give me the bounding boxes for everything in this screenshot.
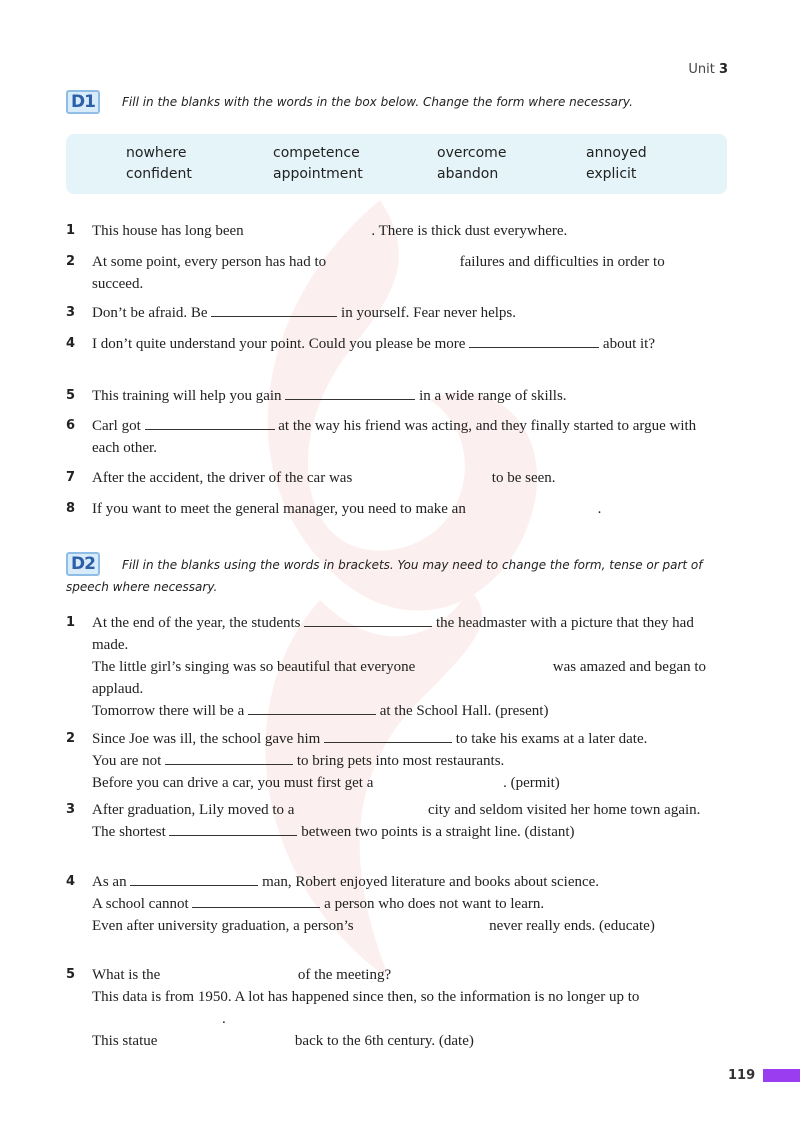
question-number: 1 bbox=[66, 223, 76, 238]
word-box-item: nowhere bbox=[126, 145, 187, 161]
answer-blank[interactable] bbox=[164, 965, 294, 979]
word-box-item: abandon bbox=[437, 166, 499, 182]
d2-question-2: 2 Since Joe was ill, the school gave him to take his exams at a later date. You are not to bring pets into most restaurants. Before you can drive a car, you must first get a . (permit) bbox=[66, 728, 732, 794]
unit-label: Unit 3 bbox=[688, 62, 728, 77]
d2-question-5: 5 What is the of the meeting? This data is from 1950. A lot has happened since then, so the information is no longer up to . This statue back to the 6th century. (date) bbox=[66, 964, 717, 1052]
answer-blank[interactable] bbox=[211, 302, 337, 317]
question-number: 5 bbox=[66, 388, 76, 403]
d1-question-5: 5 This training will help you gain in a wide range of skills. bbox=[66, 385, 732, 407]
d2-question-4: 4 As an man, Robert enjoyed literature and books about science. A school cannot a person who does not want to learn. Even after university graduation, a person’s never really ends. (educate) bbox=[66, 871, 692, 937]
question-number: 6 bbox=[66, 418, 76, 433]
section-d2-header bbox=[66, 552, 736, 598]
word-box-item: confident bbox=[126, 166, 192, 182]
question-number: 7 bbox=[66, 470, 76, 485]
word-box-item: explicit bbox=[586, 166, 637, 182]
d1-instruction: Fill in the blanks with the words in the box below. Change the form where necessary. bbox=[122, 95, 633, 109]
word-box-item: overcome bbox=[437, 145, 507, 161]
d2-question-3: 3 After graduation, Lily moved to a city and seldom visited her home town again. The shortest between two points is a straight line. (distant) bbox=[66, 799, 717, 843]
d1-question-4: 4 I don’t quite understand your point. Could you please be more about it? bbox=[66, 333, 692, 355]
answer-blank[interactable] bbox=[145, 415, 275, 430]
d1-question-1: 1 This house has long been . There is thick dust everywhere. bbox=[66, 220, 732, 242]
question-number: 4 bbox=[66, 874, 76, 889]
answer-blank[interactable] bbox=[304, 612, 432, 627]
answer-blank[interactable] bbox=[419, 657, 549, 671]
answer-blank[interactable] bbox=[130, 871, 258, 886]
answer-blank[interactable] bbox=[92, 1009, 222, 1023]
d2-badge: D2 bbox=[66, 552, 100, 576]
d2-question-1: 1 At the end of the year, the students the headmaster with a picture that they had made. The little girl’s singing was so beautiful that everyone was amazed and began to applaud. Tomorrow there will be a at the School Hall. (present) bbox=[66, 612, 732, 722]
section-d1-header bbox=[66, 90, 633, 114]
answer-blank[interactable] bbox=[298, 800, 424, 814]
question-number: 2 bbox=[66, 254, 76, 269]
word-box bbox=[66, 134, 727, 194]
d1-question-8: 8 If you want to meet the general manager, you need to make an . bbox=[66, 498, 732, 520]
answer-blank[interactable] bbox=[192, 893, 320, 908]
answer-blank[interactable] bbox=[165, 750, 293, 765]
answer-blank[interactable] bbox=[470, 499, 598, 513]
answer-blank[interactable] bbox=[247, 221, 371, 235]
question-number: 1 bbox=[66, 615, 76, 630]
page-number-bar bbox=[763, 1069, 800, 1082]
answer-blank[interactable] bbox=[377, 773, 503, 787]
question-number: 8 bbox=[66, 501, 76, 516]
answer-blank[interactable] bbox=[169, 821, 297, 836]
word-box-item: appointment bbox=[273, 166, 363, 182]
answer-blank[interactable] bbox=[324, 728, 452, 743]
answer-blank[interactable] bbox=[285, 385, 415, 400]
answer-blank[interactable] bbox=[330, 252, 456, 266]
answer-blank[interactable] bbox=[248, 700, 376, 715]
d2-instruction: Fill in the blanks using the words in brackets. You may need to change the form, tense or part of speech where necessary. bbox=[66, 558, 703, 594]
answer-blank[interactable] bbox=[356, 468, 488, 482]
d1-question-7: 7 After the accident, the driver of the car was to be seen. bbox=[66, 467, 732, 489]
question-number: 4 bbox=[66, 336, 76, 351]
question-number: 5 bbox=[66, 967, 76, 982]
unit-number: 3 bbox=[718, 62, 728, 77]
question-number: 2 bbox=[66, 731, 76, 746]
page-number: 119 bbox=[728, 1068, 756, 1083]
answer-blank[interactable] bbox=[357, 916, 485, 930]
d1-question-2: 2 At some point, every person has had to failures and difficulties in order to succeed. bbox=[66, 251, 702, 295]
d1-question-3: 3 Don’t be afraid. Be in yourself. Fear never helps. bbox=[66, 302, 732, 324]
d1-badge: D1 bbox=[66, 90, 100, 114]
answer-blank[interactable] bbox=[161, 1031, 291, 1045]
question-number: 3 bbox=[66, 802, 76, 817]
question-number: 3 bbox=[66, 305, 76, 320]
word-box-item: competence bbox=[273, 145, 360, 161]
d1-question-6: 6 Carl got at the way his friend was acting, and they finally started to argue with each other. bbox=[66, 415, 722, 459]
answer-blank[interactable] bbox=[469, 333, 599, 348]
word-box-item: annoyed bbox=[586, 145, 647, 161]
